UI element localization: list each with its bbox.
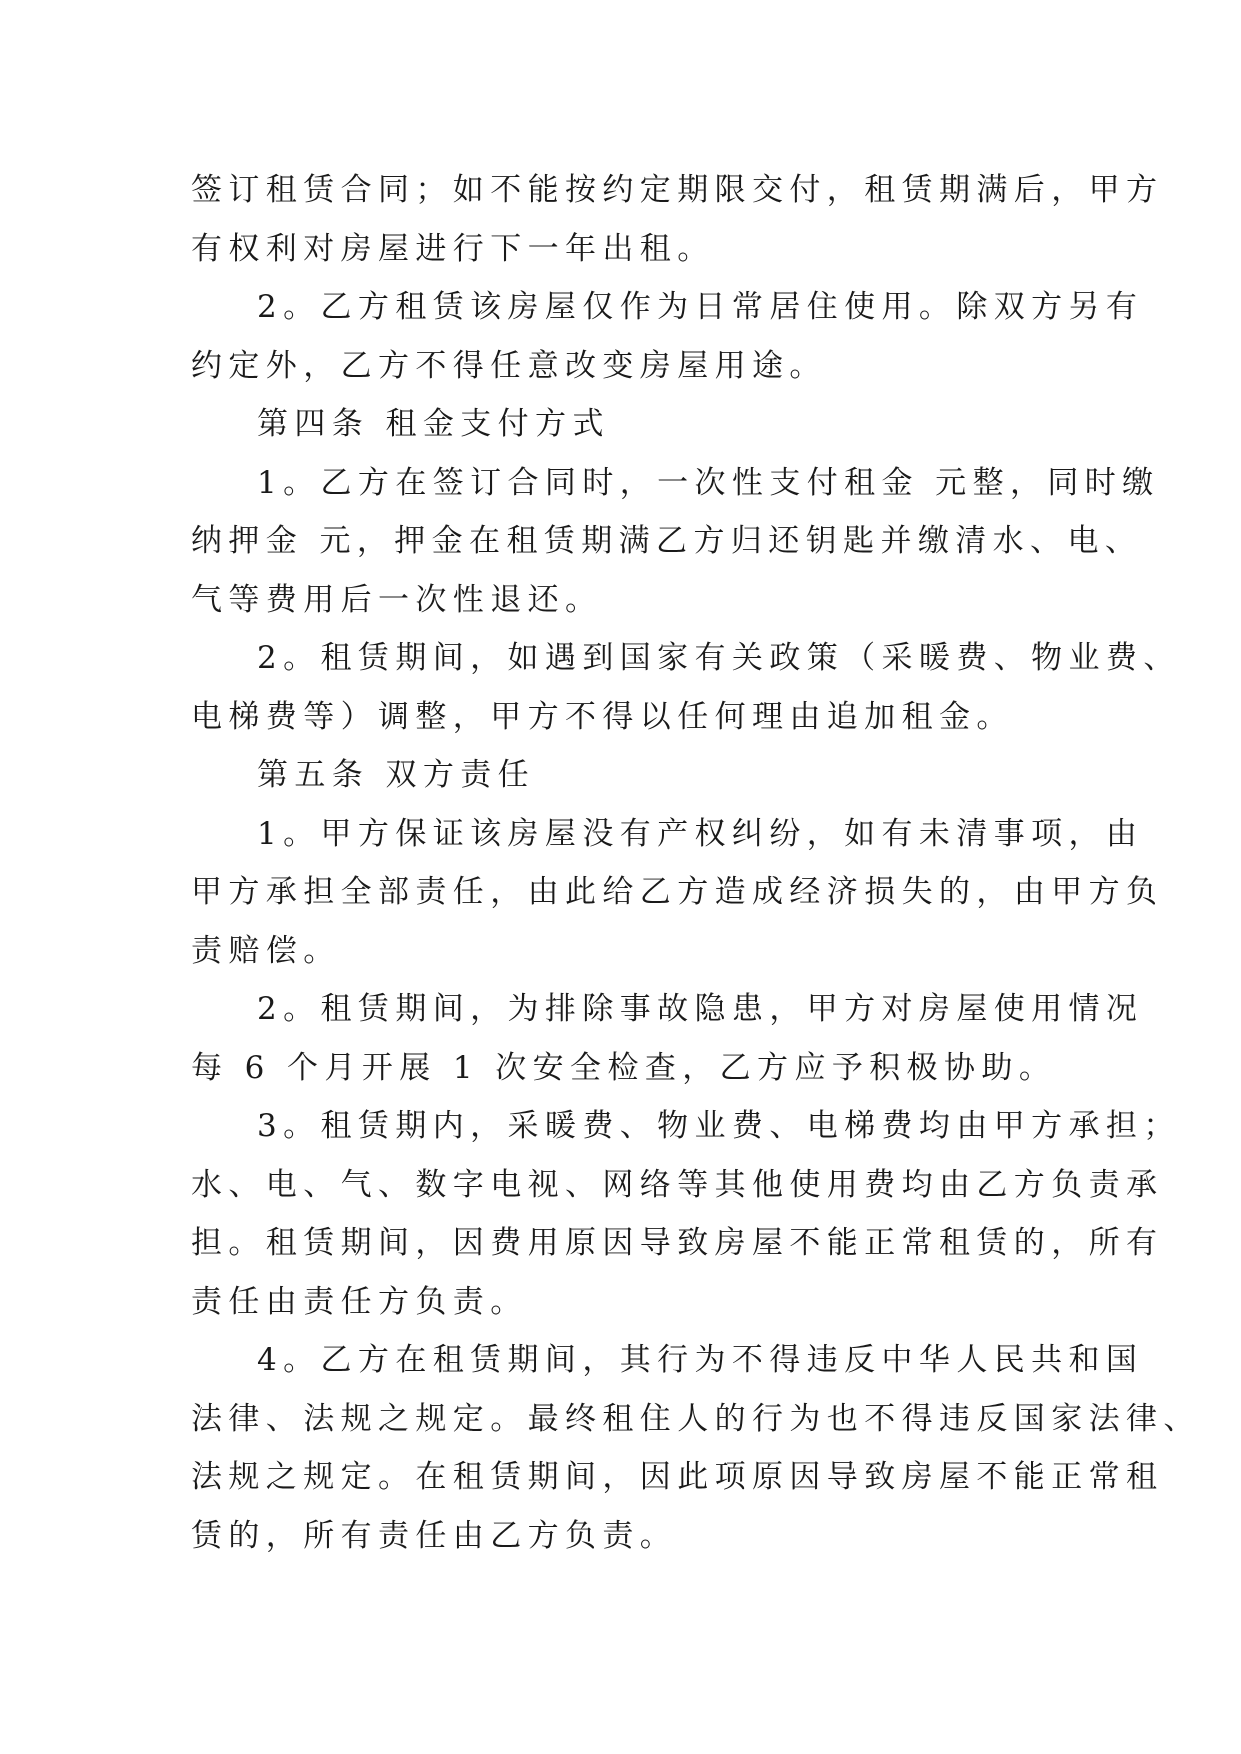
text-line: 赁的，所有责任由乙方负责。 bbox=[191, 1517, 678, 1554]
text-line: 责赔偿。 bbox=[191, 932, 341, 969]
text-line: 2。租赁期间，如遇到国家有关政策（采暖费、物业费、 bbox=[257, 640, 1181, 676]
text-line: 责任由责任方负责。 bbox=[191, 1283, 528, 1320]
text-line: 电梯费等）调整，甲方不得以任何理由追加租金。 bbox=[191, 698, 1014, 735]
text-line: 法规之规定。在租赁期间，因此项原因导致房屋不能正常租 bbox=[191, 1459, 1164, 1495]
text-line: 1。乙方在签订合同时，一次性支付租金 元整，同时缴 bbox=[257, 464, 1160, 501]
text-line: 4。乙方在租赁期间，其行为不得违反中华人民共和国 bbox=[257, 1342, 1144, 1378]
text-line: 2。乙方租赁该房屋仅作为日常居住使用。除双方另有 bbox=[257, 289, 1144, 325]
text-line: 法律、法规之规定。最终租住人的行为也不得违反国家法律、 bbox=[191, 1400, 1201, 1437]
section-heading: 第五条 双方责任 bbox=[257, 757, 536, 793]
text-line: 1。甲方保证该房屋没有产权纠纷，如有未清事项，由 bbox=[257, 815, 1144, 852]
document-body bbox=[191, 161, 1201, 1565]
text-line: 气等费用后一次性退还。 bbox=[191, 581, 603, 618]
text-line: 纳押金 元，押金在租赁期满乙方归还钥匙并缴清水、电、 bbox=[191, 523, 1143, 559]
text-line: 水、电、气、数字电视、网络等其他使用费均由乙方负责承 bbox=[191, 1166, 1164, 1203]
text-line: 担。租赁期间，因费用原因导致房屋不能正常租赁的，所有 bbox=[191, 1225, 1164, 1261]
text-line: 2。租赁期间，为排除事故隐患，甲方对房屋使用情况 bbox=[257, 991, 1144, 1027]
text-line: 签订租赁合同；如不能按约定期限交付，租赁期满后，甲方 bbox=[191, 172, 1164, 208]
text-line: 每 6 个月开展 1 次安全检查，乙方应予积极协助。 bbox=[191, 1049, 1057, 1086]
text-line: 约定外，乙方不得任意改变房屋用途。 bbox=[191, 347, 827, 384]
text-line: 有权利对房屋进行下一年出租。 bbox=[191, 230, 715, 267]
section-heading: 第四条 租金支付方式 bbox=[257, 406, 610, 442]
text-line: 3。租赁期内，采暖费、物业费、电梯费均由甲方承担； bbox=[257, 1108, 1181, 1144]
text-line: 甲方承担全部责任，由此给乙方造成经济损失的，由甲方负 bbox=[191, 874, 1164, 910]
